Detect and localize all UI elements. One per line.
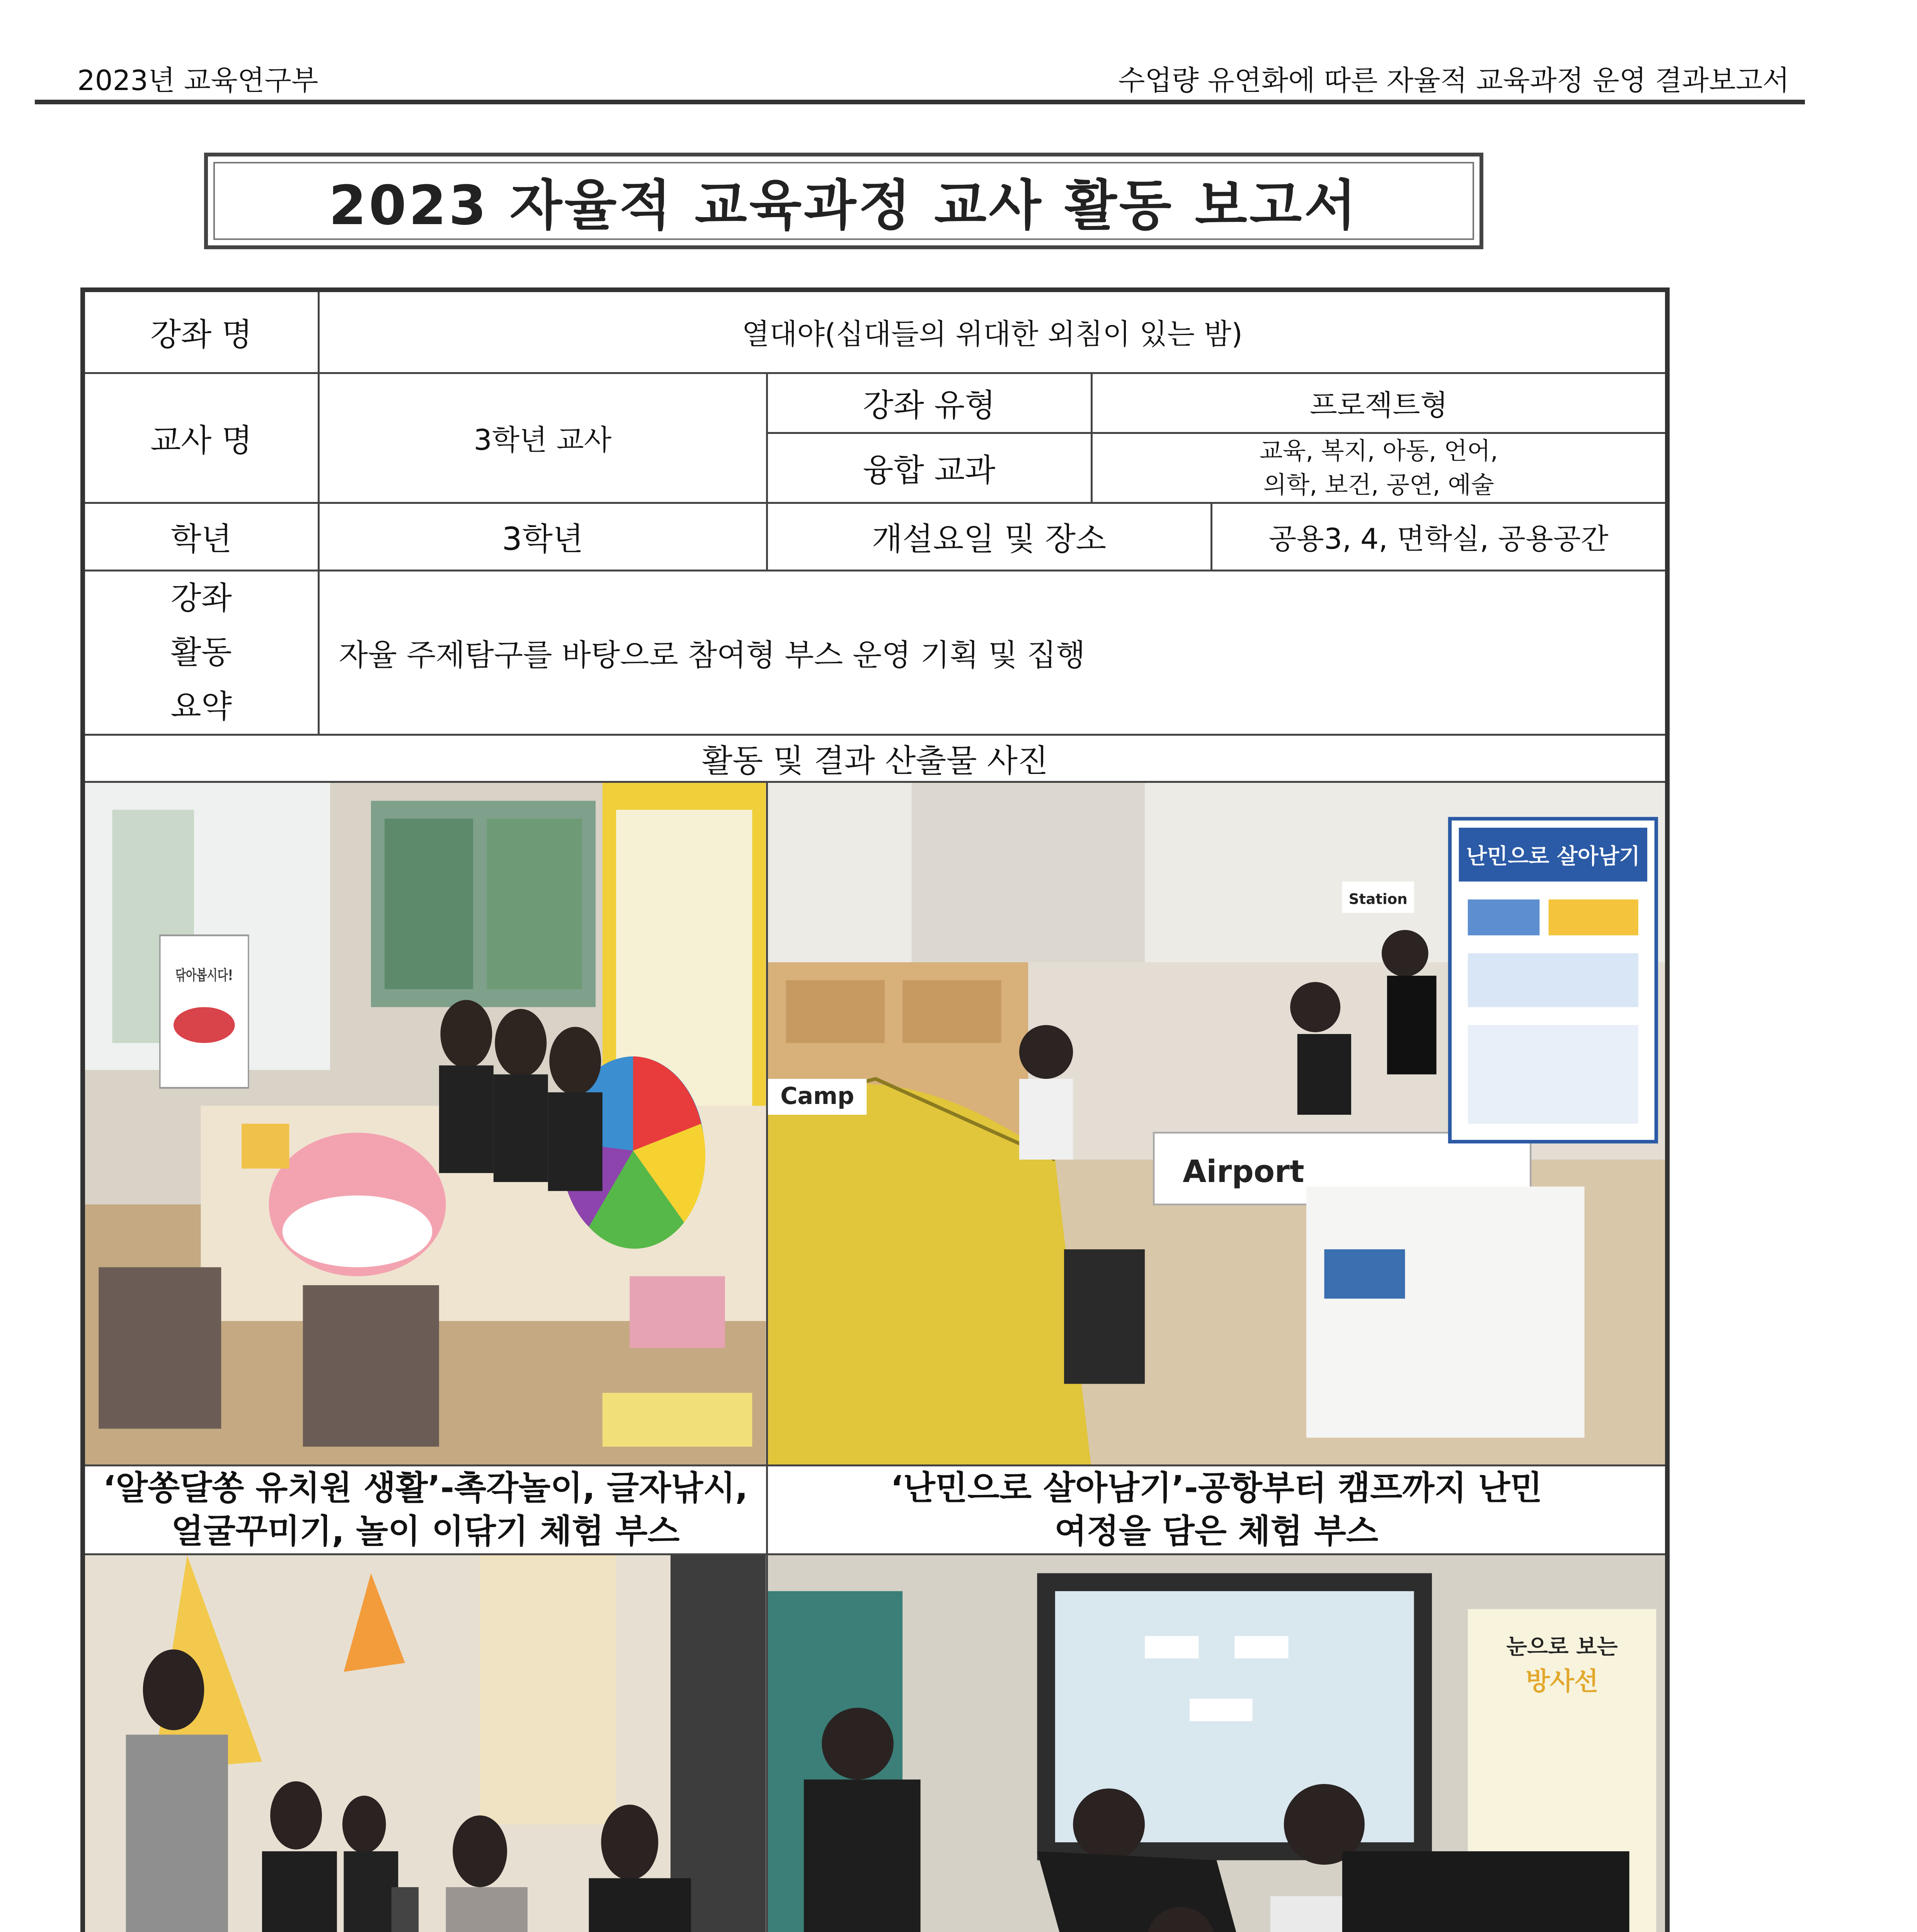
header-right: 수업량 유연화에 따른 자율적 교육과정 운영 결과보고서 xyxy=(1118,64,1789,97)
header-rule xyxy=(35,100,1805,104)
summary-label-line-2: 활동 xyxy=(170,634,232,671)
row-summary xyxy=(83,570,1667,735)
grade-label: 학년 xyxy=(83,503,318,570)
caption-refugee-line-1: ‘난민으로 살아남기’-공항부터 캠프까지 난민 xyxy=(890,1469,1542,1508)
row-photos-1 xyxy=(83,782,1667,1465)
summary-label xyxy=(83,570,318,735)
photo-kindergarten-image xyxy=(85,783,766,1464)
subjects-line-1: 교육, 복지, 아동, 언어, xyxy=(1259,436,1498,465)
caption-refugee xyxy=(767,1465,1667,1554)
course-type-label: 강좌 유형 xyxy=(767,373,1091,433)
report-table xyxy=(80,287,1670,1932)
photo-cell-1 xyxy=(83,782,767,1465)
photo-radiation-booth xyxy=(768,1555,1665,1932)
photo-osmosis-booth xyxy=(85,1555,766,1932)
teacher-value: 3학년 교사 xyxy=(318,373,767,503)
schedule-label: 개설요일 및 장소 xyxy=(767,503,1211,570)
photo-camp-sign: Camp xyxy=(780,1082,854,1110)
photo-refugee-booth xyxy=(768,783,1665,1464)
photo-sign-text: 닦아봅시다! xyxy=(175,966,233,984)
photos-heading: 활동 및 결과 산출물 사진 xyxy=(83,735,1667,782)
subjects-line-2: 의학, 보건, 공연, 예술 xyxy=(1263,470,1494,499)
row-course-type xyxy=(83,373,1667,433)
photo-refugee-image xyxy=(768,783,1665,1464)
grade-value: 3학년 xyxy=(318,503,767,570)
summary-value: 자율 주제탐구를 바탕으로 참여형 부스 운영 기획 및 집행 xyxy=(318,570,1667,735)
subjects-label: 융합 교과 xyxy=(767,433,1091,503)
photo-radiation-image xyxy=(768,1555,1665,1932)
photo-poster-title-1: 눈으로 보는 xyxy=(1506,1634,1618,1660)
photo-cell-3 xyxy=(83,1554,767,1932)
schedule-value: 공용3, 4, 면학실, 공용공간 xyxy=(1211,503,1667,570)
row-photos-2 xyxy=(83,1554,1667,1932)
course-type-value: 프로젝트형 xyxy=(1091,373,1667,433)
caption-kindergarten xyxy=(83,1465,767,1554)
row-captions-1 xyxy=(83,1465,1667,1554)
photo-station-sign: Station xyxy=(1348,890,1408,907)
course-name-value: 열대야(십대들의 위대한 외침이 있는 밤) xyxy=(318,290,1667,373)
summary-label-line-1: 강좌 xyxy=(170,580,232,617)
caption-kindergarten-line-1: ‘알쏭달쏭 유치원 생활’-촉각놀이, 글자낚시, xyxy=(103,1469,748,1508)
photo-airport-sign: Airport xyxy=(1182,1153,1304,1189)
header-left: 2023년 교육연구부 xyxy=(77,64,318,97)
subjects-value xyxy=(1091,433,1667,503)
title-box xyxy=(204,153,1483,249)
row-photos-heading xyxy=(83,735,1667,782)
row-grade xyxy=(83,503,1667,570)
photo-cell-4 xyxy=(767,1554,1667,1932)
photo-poster-title: 난민으로 살아남기 xyxy=(1466,844,1640,869)
caption-refugee-line-2: 여정을 담은 체험 부스 xyxy=(1054,1512,1379,1551)
row-course-name xyxy=(83,290,1667,373)
summary-label-line-3: 요약 xyxy=(170,688,232,725)
page-title: 2023 자율적 교육과정 교사 활동 보고서 xyxy=(329,174,1359,237)
photo-osmosis-image xyxy=(85,1555,766,1932)
photo-kindergarten-booth xyxy=(85,783,766,1464)
photo-cell-2 xyxy=(767,782,1667,1465)
caption-kindergarten-line-2: 얼굴꾸미기, 놀이 이닦기 체험 부스 xyxy=(171,1512,680,1551)
photo-poster-title-2: 방사선 xyxy=(1525,1667,1599,1696)
teacher-label: 교사 명 xyxy=(83,373,318,503)
course-name-label: 강좌 명 xyxy=(83,290,318,373)
